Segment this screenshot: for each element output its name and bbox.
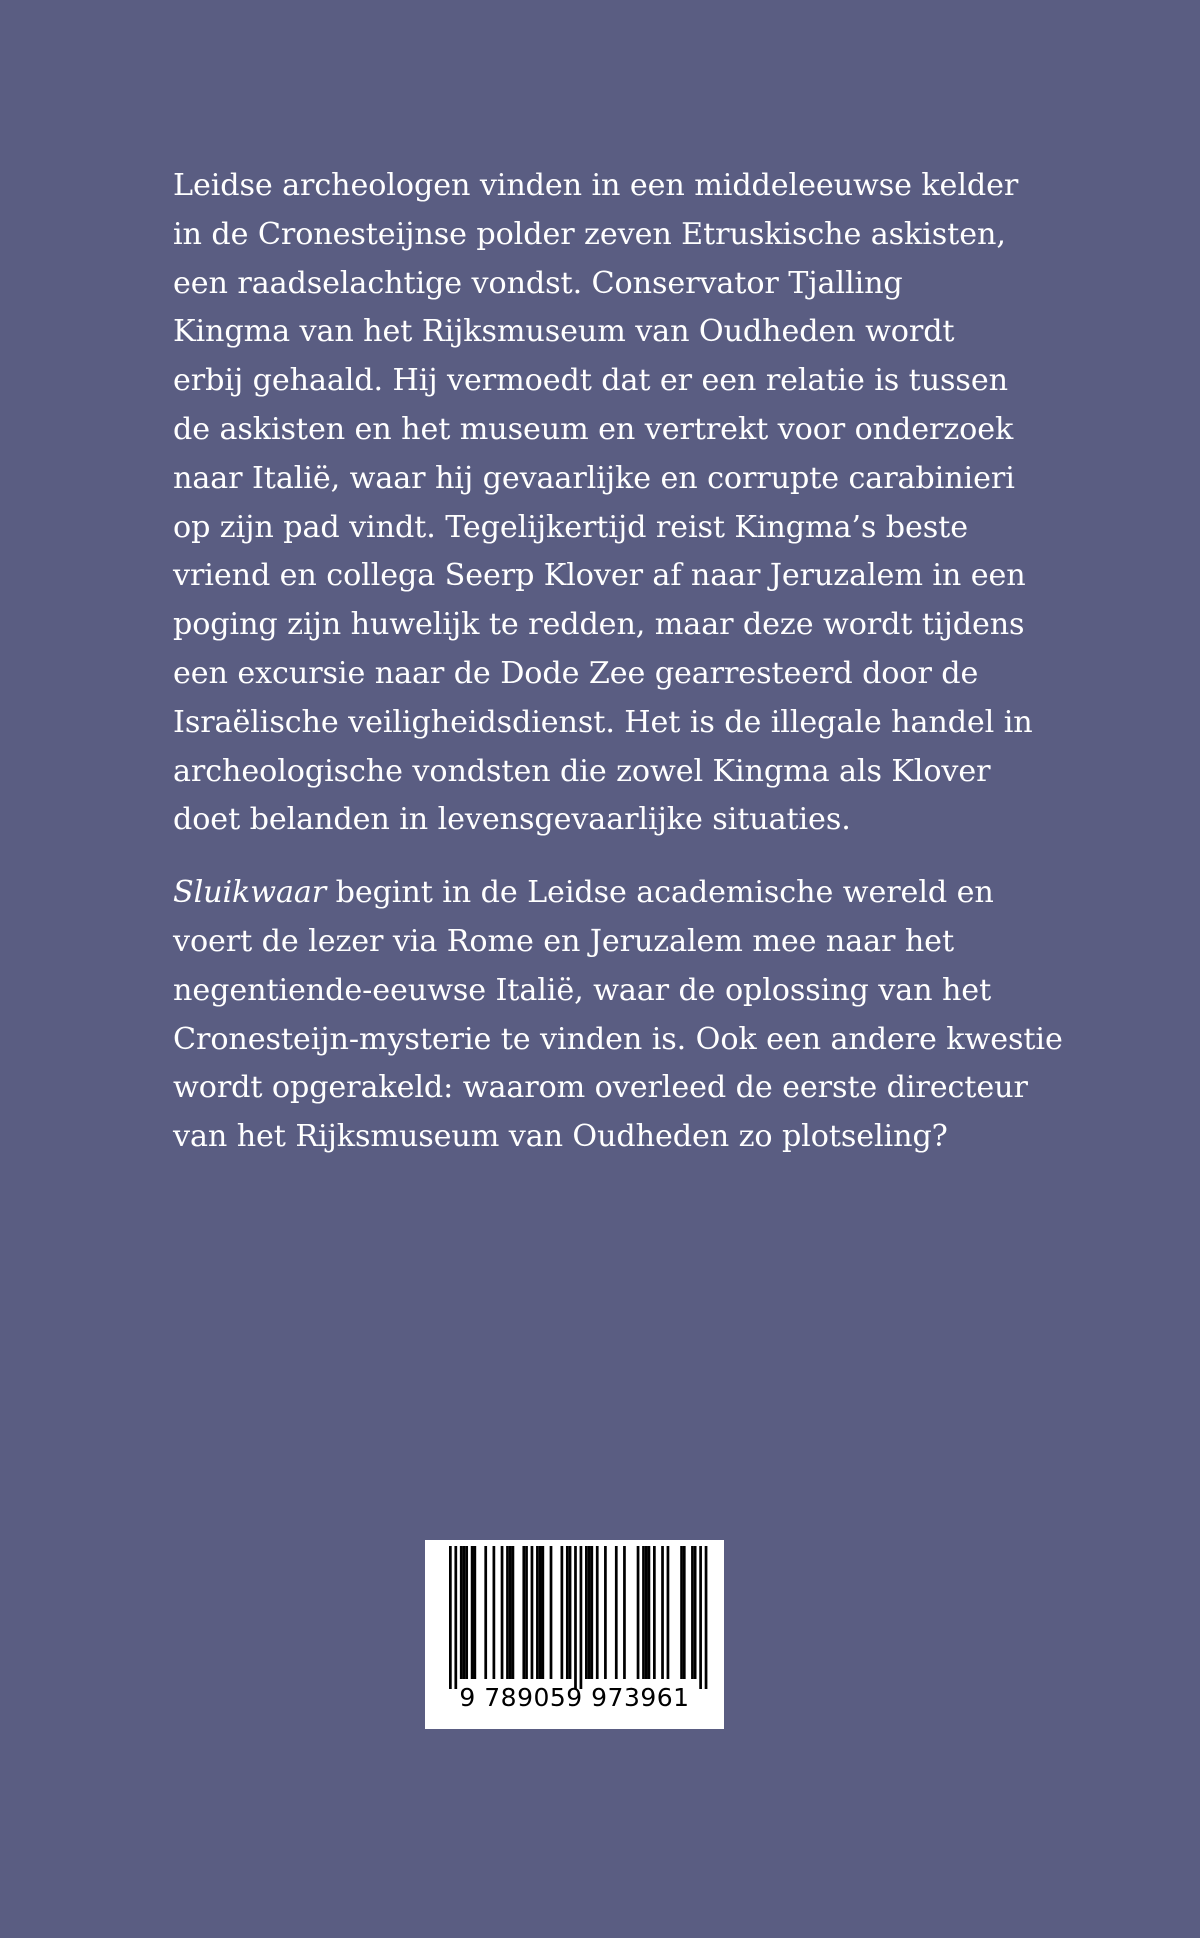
blurb-line: naar Italië, waar hij gevaarlijke en corrupte carabinieri — [173, 460, 1015, 496]
barcode-bar — [522, 1546, 525, 1679]
barcode-bar — [661, 1546, 664, 1679]
blurb-line: in de Cronesteijnse polder zeven Etruskische askisten, — [173, 216, 1006, 252]
barcode-bar — [590, 1546, 593, 1679]
blurb-line: Leidse archeologen vinden in een middeleeuwse kelder — [173, 168, 1019, 203]
barcode-guard-bar — [705, 1546, 708, 1689]
back-cover-blurb — [173, 162, 1073, 1162]
barcode-bar — [484, 1546, 487, 1679]
barcode-guard-bar — [699, 1546, 702, 1689]
blurb-line: Kingma van het Rijksmuseum van Oudheden wordt — [173, 314, 955, 350]
blurb-line: doet belanden in levensgevaarlijke situaties. — [173, 802, 851, 838]
barcode-bar — [596, 1546, 599, 1679]
blurb-line-rest: begint in de Leidse academische wereld en — [326, 875, 994, 911]
blurb-line: negentiende-eeuwse Italië, waar de oplossing van het — [173, 972, 992, 1008]
blurb-paragraph-2 — [173, 869, 1073, 1162]
blurb-line: erbij gehaald. Hij vermoedt dat er een relatie is tussen — [173, 363, 1008, 399]
blurb-line: een raadselachtige vondst. Conservator Tjalling — [173, 265, 903, 301]
blurb-line — [173, 869, 1073, 918]
barcode-bar — [473, 1546, 476, 1679]
barcode-bar — [525, 1546, 528, 1679]
isbn-barcode — [425, 1540, 724, 1729]
barcode-bar — [683, 1546, 686, 1679]
barcode-bar — [550, 1546, 553, 1679]
barcode-guard-bar — [449, 1546, 452, 1689]
blurb-line: van het Rijksmuseum van Oudheden zo plotseling? — [173, 1119, 948, 1155]
barcode-bar — [694, 1546, 697, 1679]
blurb-line: een excursie naar de Dode Zee gearresteerd door de — [173, 655, 979, 691]
barcode-bar — [465, 1546, 468, 1679]
blurb-line: vriend en collega Seerp Klover af naar Jeruzalem in een — [173, 558, 1026, 594]
barcode-bar — [471, 1546, 474, 1679]
blurb-line: poging zijn huwelijk te redden, maar deze wordt tijdens — [173, 607, 1025, 643]
blurb-line: op zijn pad vindt. Tegelijkertijd reist Kingma’s beste — [173, 509, 968, 545]
blurb-paragraph-1 — [173, 162, 1073, 845]
barcode-bar — [645, 1546, 648, 1679]
barcode-bar — [539, 1546, 542, 1679]
barcode-bar — [604, 1546, 607, 1679]
barcode-bar — [648, 1546, 651, 1679]
barcode-bar — [623, 1546, 626, 1679]
blurb-line: Israëlische veiligheidsdienst. Het is de illegale handel in — [173, 704, 1033, 740]
barcode-bar — [493, 1546, 496, 1679]
barcode-bar — [536, 1546, 539, 1679]
barcode-bar — [501, 1546, 504, 1679]
barcode-bar — [512, 1546, 515, 1679]
barcode-bar — [506, 1546, 509, 1679]
barcode-bar — [585, 1546, 588, 1679]
barcode-bar — [531, 1546, 534, 1679]
barcode-bar — [680, 1546, 683, 1679]
barcode-bar — [667, 1546, 670, 1679]
barcode-bar — [615, 1546, 618, 1679]
barcode-bar — [460, 1546, 463, 1679]
isbn-digits: 9 789059 973961 — [459, 1683, 690, 1712]
blurb-line: wordt opgerakeld: waarom overleed de eerste directeur — [173, 1070, 1028, 1106]
barcode-bar — [541, 1546, 544, 1679]
barcode-guard-bar — [454, 1546, 457, 1689]
barcode-bar — [637, 1546, 640, 1679]
book-title-italic: Sluikwaar — [173, 875, 327, 911]
blurb-line: de askisten en het museum en vertrekt voor onderzoek — [173, 411, 1014, 447]
barcode-bar — [691, 1546, 694, 1679]
barcode-guard-bar — [574, 1546, 577, 1689]
barcode-bar — [566, 1546, 569, 1679]
barcode-bar — [642, 1546, 645, 1679]
barcode-bar — [509, 1546, 512, 1679]
barcode-bar — [463, 1546, 466, 1679]
blurb-line: archeologische vondsten die zowel Kingma als Klover — [173, 753, 991, 789]
barcode-bar — [561, 1546, 564, 1679]
barcode-guard-bar — [580, 1546, 583, 1689]
barcode-bar — [653, 1546, 656, 1679]
barcode-bar — [569, 1546, 572, 1679]
barcode-bar — [588, 1546, 591, 1679]
blurb-line: voert de lezer via Rome en Jeruzalem mee naar het — [173, 923, 954, 959]
blurb-line: Cronesteijn-mysterie te vinden is. Ook een andere kwestie — [173, 1021, 1063, 1057]
